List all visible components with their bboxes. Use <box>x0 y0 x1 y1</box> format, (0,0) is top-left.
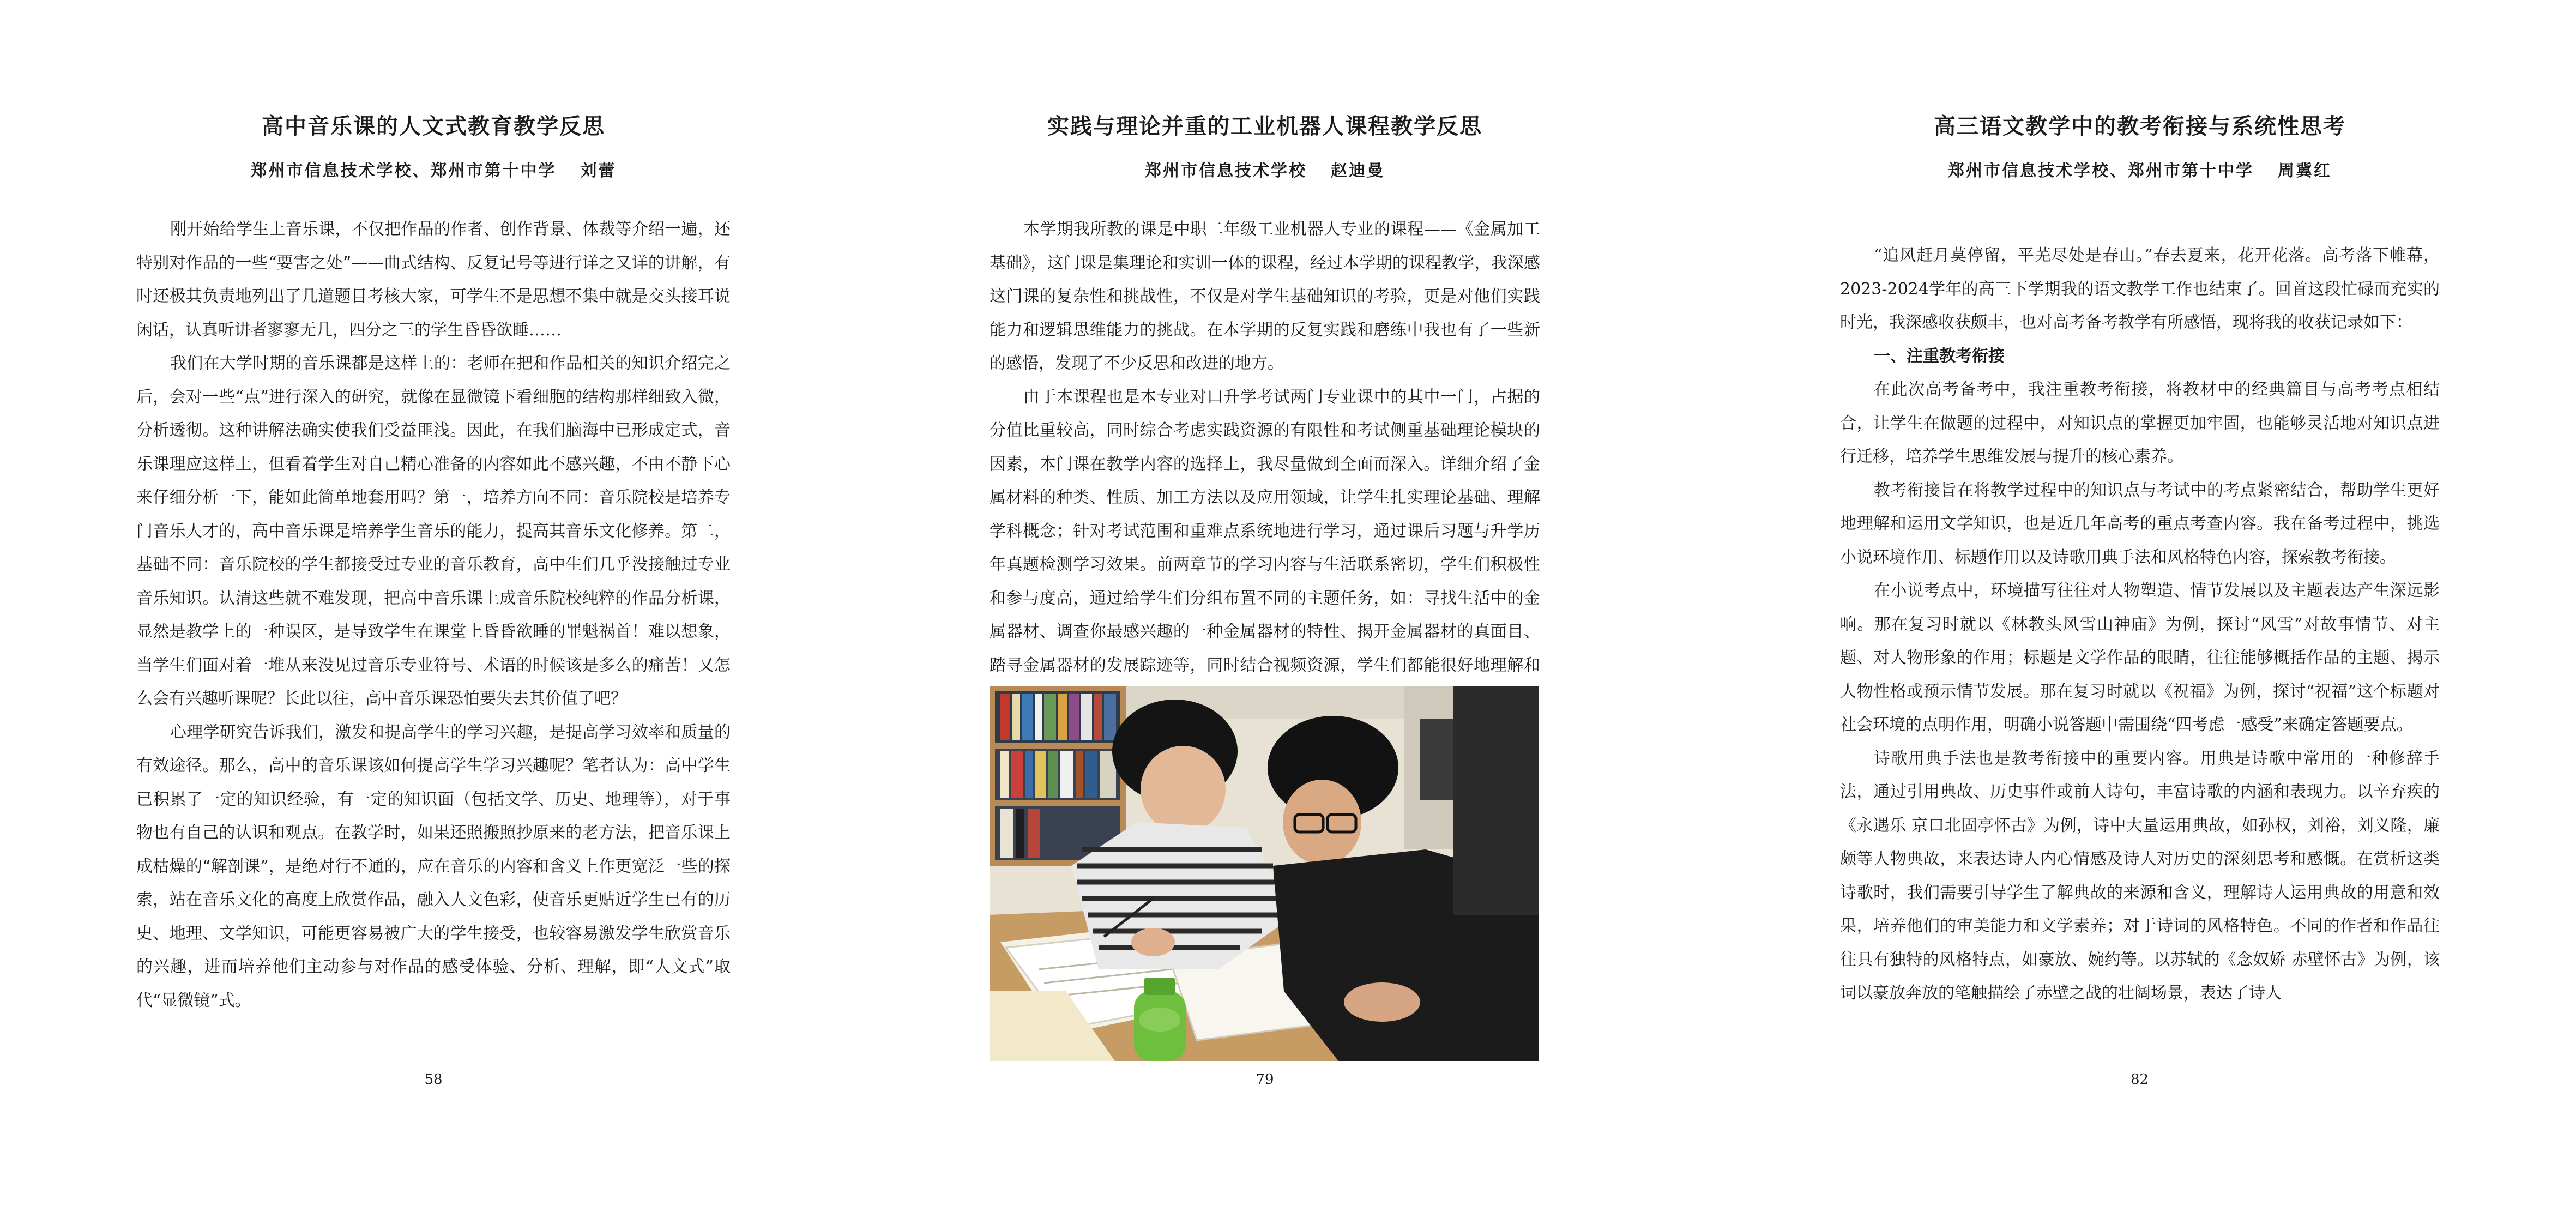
paragraph: 诗歌用典手法也是教考衔接中的重要内容。用典是诗歌中常用的一种修辞手法，通过引用典故、历史事件或前人诗句，丰富诗歌的内涵和表现力。以辛弃疾的《永遇乐 京口北固亭怀古》为例，诗中大量运用典故，如孙权，刘裕，刘义隆，廉颇等人物典故，来表达诗人内心情感及诗人对历史的深刻思考和感慨。在赏析这类诗歌时，我们需要引导学生了解典故的来源和含义，理解诗人运用典故的用意和效果，培养他们的审美能力和文学素养；对于诗词的风格特色。不同的作者和作品往往具有独特的风格特点，如豪放、婉约等。以苏轼的《念奴娇 赤壁怀古》为例，该词以豪放奔放的笔触描绘了赤壁之战的壮阔场景，表达了诗人 <box>1840 749 2440 1003</box>
author-line <box>990 157 1540 181</box>
page-right <box>1840 0 2440 1224</box>
section-heading: 一、注重教考衔接 <box>1874 346 2005 366</box>
page-number: 79 <box>1256 1071 1274 1088</box>
article-title: 高三语文教学中的教考衔接与系统性思考 <box>1934 113 2346 139</box>
paragraph: 刚开始给学生上音乐课，不仅把作品的作者、创作背景、体裁等介绍一遍，还特别对作品的一些“要害之处”——曲式结构、反复记号等进行详之又详的讲解，有时还极其负责地列出了几道题目考核大家，可学生不是思想不集中就是交头接耳说闲话，认真听讲者寥寥无几，四分之三的学生昏昏欲睡…… <box>136 220 731 340</box>
paragraph: 在此次高考备考中，我注重教考衔接，将教材中的经典篇目与高考考点相结合，让学生在做题的过程中，对知识点的掌握更加牢固，也能够灵活地对知识点进行迁移，培养学生思维发展与提升的核心素养。 <box>1840 380 2440 466</box>
paragraph: 心理学研究告诉我们，激发和提高学生的学习兴趣，是提高学习效率和质量的有效途径。那么，高中的音乐课该如何提高学生学习兴趣呢？笔者认为：高中学生已积累了一定的知识经验，有一定的知识面（包括文学、历史、地理等），对于事物也有自己的认识和观点。在教学时，如果还照搬照抄原来的老方法，把音乐课上成枯燥的“解剖课”，是绝对行不通的，应在音乐的内容和含义上作更宽泛一些的探索，站在音乐文化的高度上欣赏作品，融入人文色彩，使音乐更贴近学生已有的历史、地理、文学知识，可能更容易被广大的学生接受，也较容易激发学生欣赏音乐的兴趣，进而培养他们主动参与对作品的感受体验、分析、理解，即“人文式”取代“显微镜”式。 <box>136 722 731 1010</box>
paragraph: 在小说考点中，环境描写往往对人物塑造、情节发展以及主题表达产生深远影响。那在复习时就以《林教头风雪山神庙》为例，探讨“风雪”对故事情节、对主题、对人物形象的作用；标题是文学作品的眼睛，往往能够概括作品的主题、揭示人物性格或预示情节发展。那在复习时就以《祝福》为例，探讨“祝福”这个标题对社会环境的点明作用，明确小说答题中需围绕“四考虑一感受”来确定答题要点。 <box>1840 581 2440 734</box>
article-body <box>136 213 731 1017</box>
paragraph: 教考衔接旨在将教学过程中的知识点与考试中的考点紧密结合，帮助学生更好地理解和运用文学知识，也是近几年高考的重点考查内容。我在备考过程中，挑选小说环境作用、标题作用以及诗歌用典手法和风格特色内容，探索教考衔接。 <box>1840 480 2440 567</box>
classroom-photo <box>990 686 1539 1061</box>
page-left <box>136 0 731 1224</box>
page-number: 58 <box>424 1071 443 1088</box>
author-line <box>136 157 731 181</box>
page-number: 82 <box>2131 1071 2149 1088</box>
author-name: 刘蕾 <box>580 161 617 180</box>
paragraph: 我们在大学时期的音乐课都是这样上的：老师在把和作品相关的知识介绍完之后，会对一些“点”进行深入的研究，就像在显微镜下看细胞的结构那样细致入微，分析透彻。这种讲解法确实使我们受益匪浅。因此，在我们脑海中已形成定式，音乐课理应这样上，但看着学生对自己精心准备的内容如此不感兴趣，不由不静下心来仔细分析一下，能如此简单地套用吗？第一，培养方向不同：音乐院校是培养专门音乐人才的，高中音乐课是培养学生音乐的能力，提高其音乐文化修养。第二，基础不同：音乐院校的学生都接受过专业的音乐教育，高中生们几乎没接触过专业音乐知识。认清这些就不难发现，把高中音乐课上成音乐院校纯粹的作品分析课，显然是教学上的一种误区，是导致学生在课堂上昏昏欲睡的罪魁祸首！难以想象，当学生们面对着一堆从来没见过音乐专业符号、术语的时候该是多么的痛苦！又怎么会有兴趣听课呢？长此以往，高中音乐课恐怕要失去其价值了吧？ <box>136 354 731 708</box>
author-name: 周冀红 <box>2278 161 2332 180</box>
author-organization: 郑州市信息技术学校 <box>1145 161 1307 180</box>
page-middle <box>990 0 1540 1224</box>
classroom-photo-illustration <box>990 686 1539 1061</box>
paragraph: “追风赶月莫停留，平芜尽处是春山。”春去夏来，花开花落。高考落下帷幕，2023-2024学年的高三下学期我的语文教学工作也结束了。回首这段忙碌而充实的时光，我深感收获颇丰，也对高考备考教学有所感悟，现将我的收获记录如下： <box>1840 246 2440 332</box>
article-body <box>990 213 1540 716</box>
paragraph: 由于本课程也是本专业对口升学考试两门专业课中的其中一门，占据的分值比重较高，同时综合考虑实践资源的有限性和考试侧重基础理论模块的因素，本门课在教学内容的选择上，我尽量做到全面而深入。详细介绍了金属材料的种类、性质、加工方法以及应用领域，让学生扎实理论基础、理解学科概念；针对考试范围和重难点系统地进行学习，通过课后习题与升学历年真题检测学习效果。前两章节的学习内容与生活联系密切，学生们积极性和参与度高，通过给学生们分组布置不同的主题任务，如：寻找生活中的金属器材、调查你最感兴趣的一种金属器材的特性、揭开金属器材的真面目、踏寻金属器材的发展踪迹等，同时结合视频资源，学生们都能很好地理解和 <box>990 387 1540 675</box>
author-name: 赵迪曼 <box>1331 161 1385 180</box>
author-organization: 郑州市信息技术学校、郑州市第十中学 <box>250 161 557 180</box>
article-title: 高中音乐课的人文式教育教学反思 <box>262 113 605 139</box>
author-line <box>1840 157 2440 181</box>
author-organization: 郑州市信息技术学校、郑州市第十中学 <box>1948 161 2254 180</box>
paragraph: 本学期我所教的课是中职二年级工业机器人专业的课程——《金属加工基础》，这门课是集理论和实训一体的课程，经过本学期的课程教学，我深感这门课的复杂性和挑战性，不仅是对学生基础知识的考验，更是对他们实践能力和逻辑思维能力的挑战。在本学期的反复实践和磨练中我也有了一些新的感悟，发现了不少反思和改进的地方。 <box>990 220 1540 373</box>
article-title: 实践与理论并重的工业机器人课程教学反思 <box>1047 113 1482 139</box>
article-body <box>1840 239 2440 1010</box>
